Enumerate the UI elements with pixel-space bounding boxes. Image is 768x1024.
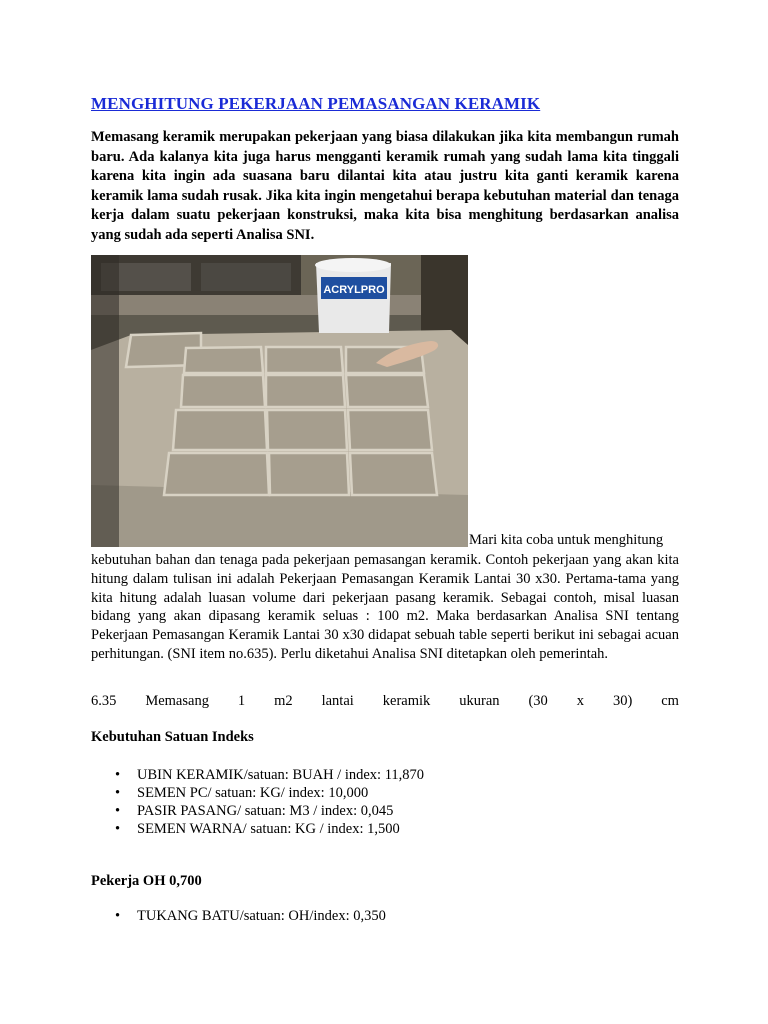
body-paragraph: kebutuhan bahan dan tenaga pada pekerjaan pemasangan keramik. Contoh pekerjaan yang akan kita hitung dalam tulisan ini adalah Pekerjaan Pemasangan Keramik Lantai 30 x30. Pertama-tama yang kita hitung adalah luasan volume dari pekerjaan pasang keramik. Sebagai contoh, misal luasan bidang yang akan dipasang keramik seluas : 100 m2. Maka berdasarkan Analisa SNI tentang Pekerjaan Pemasangan Keramik Lantai 30 x30 didapat sebuah table seperti berikut ini sebagai acuan perhitungan. (SNI item no.635). Perlu diketahui Analisa SNI ditetapkan oleh pemerintah. — [91, 552, 679, 662]
item-word: (30 — [528, 693, 548, 709]
item-word: lantai — [321, 693, 354, 709]
bucket-label: ACRYLPRO — [323, 284, 385, 296]
list-item-text: UBIN KERAMIK/satuan: BUAH / index: 11,870 — [137, 767, 425, 783]
materials-list — [91, 766, 424, 838]
item-word: x — [576, 693, 584, 709]
list-item — [91, 820, 424, 838]
list-item-text: SEMEN WARNA/ satuan: KG / index: 1,500 — [137, 821, 400, 837]
list-item — [91, 766, 424, 784]
bullet-icon: • — [115, 821, 121, 837]
bullet-icon: • — [115, 908, 121, 924]
tile-installation-photo — [91, 255, 468, 547]
pekerja-heading: Pekerja OH 0,700 — [91, 873, 202, 889]
list-item-text: PASIR PASANG/ satuan: M3 / index: 0,045 — [137, 803, 394, 819]
item-word: cm — [661, 693, 679, 709]
kebutuhan-heading: Kebutuhan Satuan Indeks — [91, 729, 254, 745]
item-word: m2 — [274, 693, 293, 709]
item-word: 30) — [612, 693, 633, 709]
item-word: 1 — [237, 693, 246, 709]
workers-list — [91, 907, 386, 925]
list-item-text: TUKANG BATU/satuan: OH/index: 0,350 — [137, 908, 386, 924]
bullet-icon: • — [115, 803, 121, 819]
item-word: ukuran — [459, 693, 500, 709]
item-description-row — [91, 693, 679, 710]
item-word: Memasang — [145, 693, 209, 709]
item-word: keramik — [382, 693, 431, 709]
article-title[interactable]: MENGHITUNG PEKERJAAN PEMASANGAN KERAMIK — [91, 94, 541, 113]
intro-paragraph: Memasang keramik merupakan pekerjaan yang biasa dilakukan jika kita membangun rumah baru. Ada kalanya kita juga harus mengganti keramik rumah yang sudah lama kita tinggali karena kita ingin ada suasana baru dilantai kita atau justru kita ganti keramik karena keramik lama sudah rusak. Jika kita ingin mengetahui berapa kebutuhan material dan tenaga kerja dalam suatu pekerjaan konstruksi, maka kita bisa menghitung berdasarkan analisa yang sudah ada seperti Analisa SNI. — [91, 129, 679, 243]
list-item — [91, 907, 386, 925]
list-item-text: SEMEN PC/ satuan: KG/ index: 10,000 — [137, 785, 369, 801]
paragraph-first-line: Mari kita coba untuk menghitung — [469, 532, 664, 548]
list-item — [91, 784, 424, 802]
item-word: 6.35 — [91, 693, 117, 709]
bullet-icon: • — [115, 767, 121, 783]
bullet-icon: • — [115, 785, 121, 801]
list-item — [91, 802, 424, 820]
